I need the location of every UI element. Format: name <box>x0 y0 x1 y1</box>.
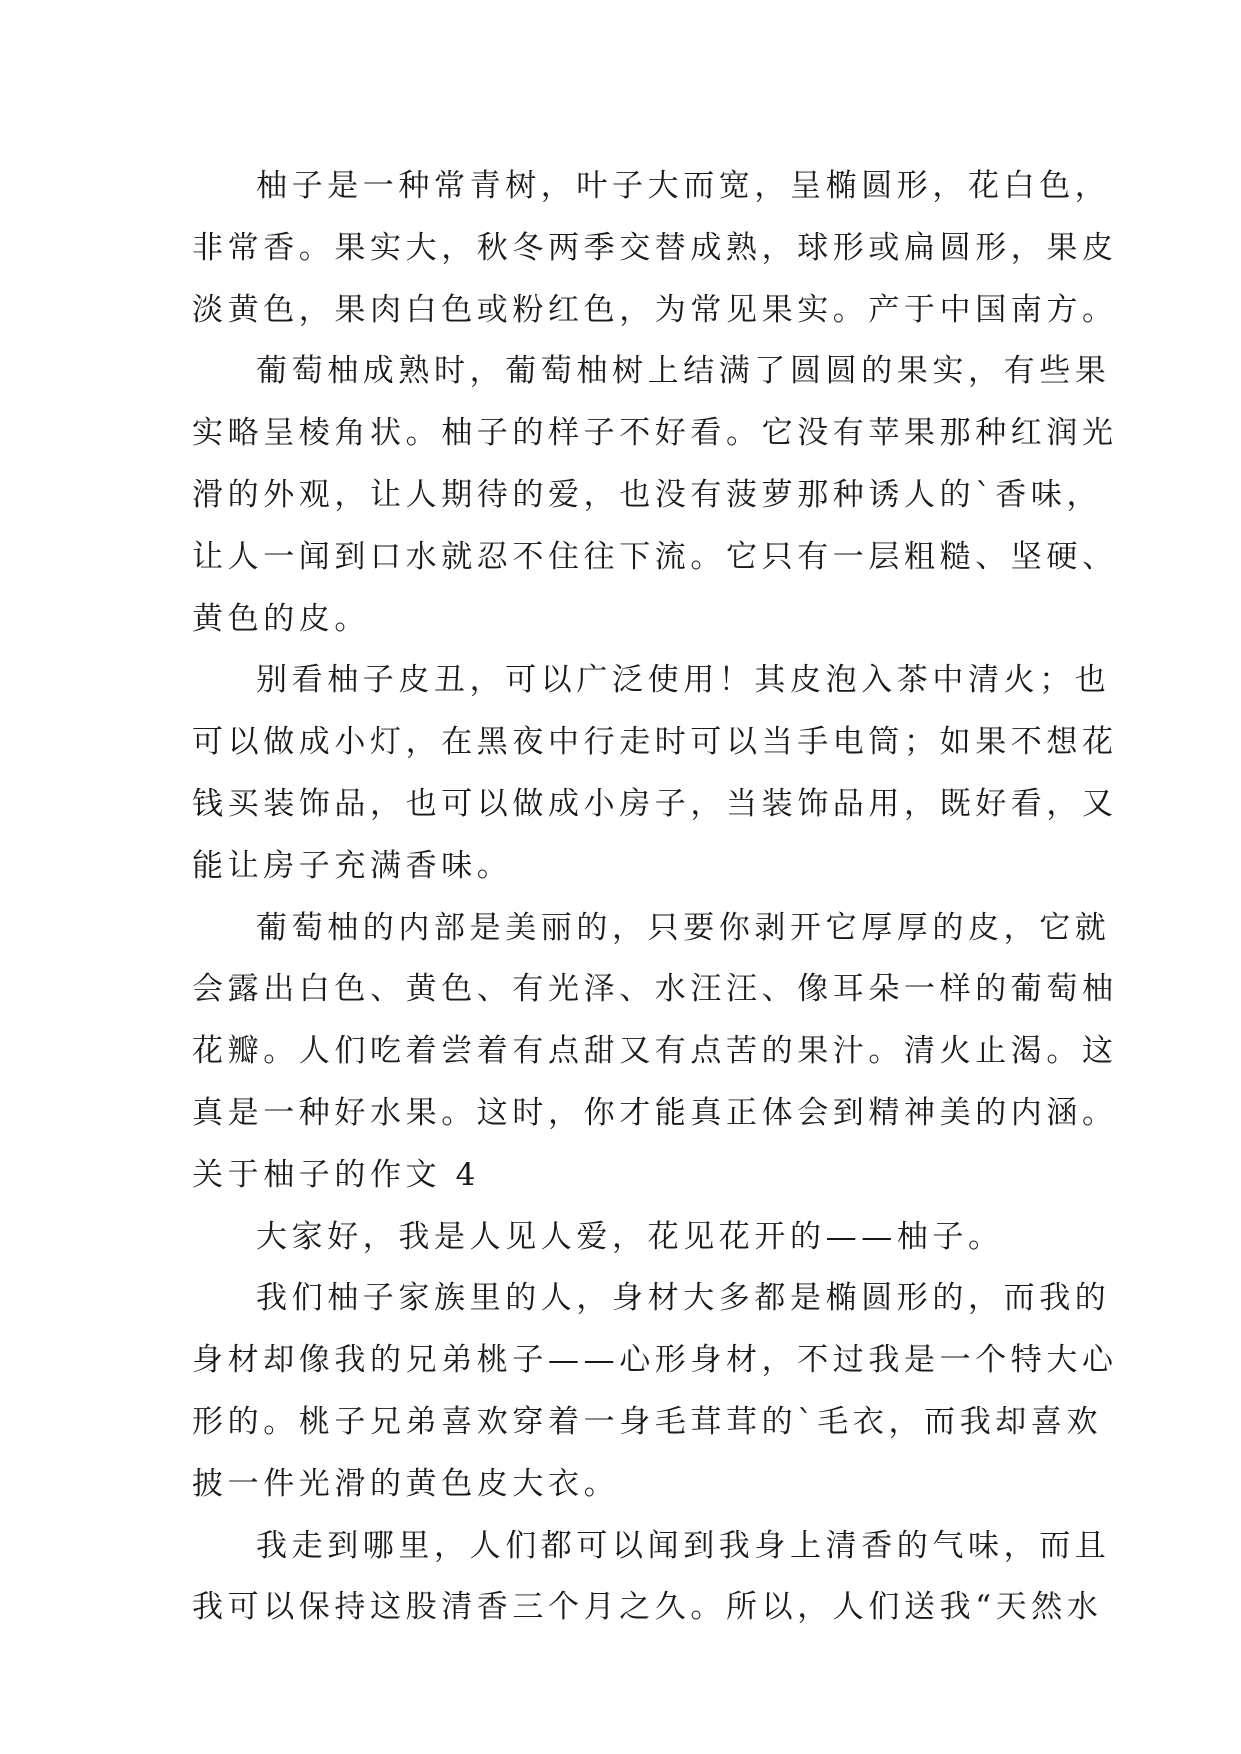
paragraph-line: 大家好，我是人见人爱，花见花开的——柚子。 <box>256 1218 1004 1255</box>
paragraph-line: 形的。桃子兄弟喜欢穿着一身毛茸茸的`毛衣，而我却喜欢 <box>192 1403 1103 1440</box>
paragraph-line: 淡黄色，果肉白色或粉红色，为常见果实。产于中国南方。 <box>192 291 1118 328</box>
paragraph-line: 钱买装饰品，也可以做成小房子，当装饰品用，既好看，又 <box>192 785 1118 822</box>
paragraph-line: 花瓣。人们吃着尝着有点甜又有点苦的果汁。清火止渴。这 <box>192 1033 1118 1070</box>
paragraph-line: 我可以保持这股清香三个月之久。所以，人们送我“天然水 <box>192 1589 1103 1626</box>
paragraph-line: 会露出白色、黄色、有光泽、水汪汪、像耳朵一样的葡萄柚 <box>192 971 1118 1008</box>
paragraph-line: 葡萄柚成熟时，葡萄柚树上结满了圆圆的果实，有些果 <box>256 353 1111 390</box>
paragraph-line: 黄色的皮。 <box>192 600 370 637</box>
paragraph-line: 能让房子充满香味。 <box>192 847 513 884</box>
paragraph-line: 实略呈棱角状。柚子的样子不好看。它没有苹果那种红润光 <box>192 415 1118 452</box>
paragraph-line: 可以做成小灯，在黑夜中行走时可以当手电筒；如果不想花 <box>192 724 1118 761</box>
paragraph-line: 柚子是一种常青树，叶子大而宽，呈椭圆形，花白色， <box>256 168 1111 204</box>
paragraph-line: 我们柚子家族里的人，身材大多都是椭圆形的，而我的 <box>256 1280 1111 1317</box>
paragraph-line: 披一件光滑的黄色皮大衣。 <box>192 1465 620 1502</box>
paragraph-line: 别看柚子皮丑，可以广泛使用！其皮泡入茶中清火；也 <box>256 662 1111 699</box>
paragraph-line: 葡萄柚的内部是美丽的，只要你剥开它厚厚的皮，它就 <box>256 909 1111 946</box>
paragraph-line: 身材却像我的兄弟桃子——心形身材，不过我是一个特大心 <box>192 1342 1118 1379</box>
document-body <box>192 156 1118 1639</box>
paragraph-line: 非常香。果实大，秋冬两季交替成熟，球形或扁圆形，果皮 <box>192 229 1118 266</box>
section-heading: 关于柚子的作文 4 <box>192 1156 480 1193</box>
paragraph-line: 我走到哪里，人们都可以闻到我身上清香的气味，而且 <box>256 1527 1111 1564</box>
paragraph-line: 真是一种好水果。这时，你才能真正体会到精神美的内涵。 <box>192 1094 1118 1131</box>
paragraph-line: 滑的外观，让人期待的爱，也没有菠萝那种诱人的`香味， <box>192 476 1103 513</box>
paragraph-line: 让人一闻到口水就忍不住往下流。它只有一层粗糙、坚硬、 <box>192 538 1118 575</box>
